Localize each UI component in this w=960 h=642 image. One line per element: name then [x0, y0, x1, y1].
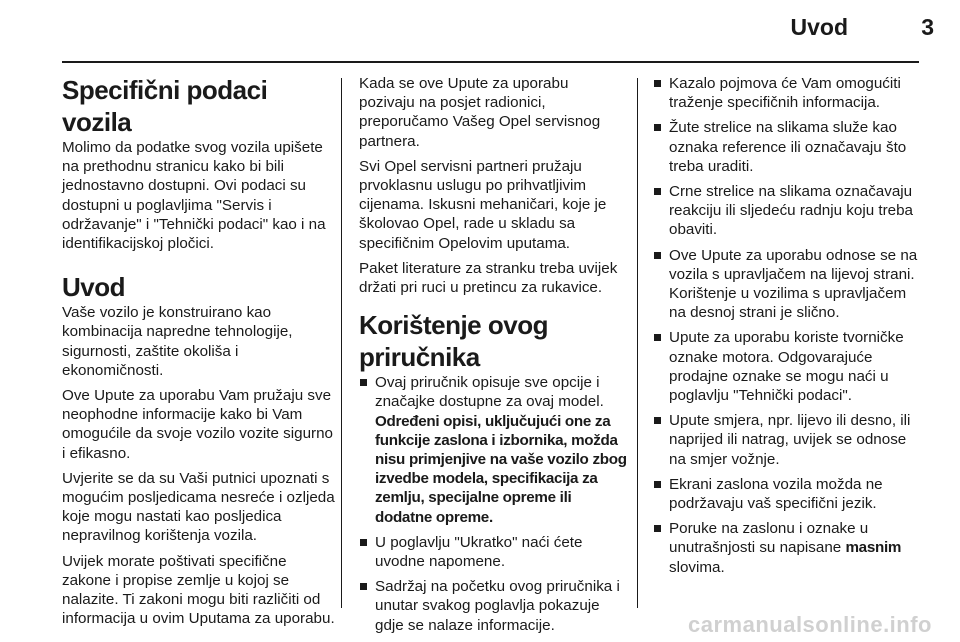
list-item: U poglavlju "Ukratko" naći ćete uvodne napomene.	[359, 533, 627, 571]
list-item-text: Ovaj priručnik opisuje sve opcije i značajke dostupne za ovaj model.	[375, 374, 604, 411]
paragraph: Molimo da podatke svog vozila upišete na prethodnu stranicu kako bi bili jednostavno dostupni. Ovi podaci su dostupni u poglavljima "Servis i održavanje" i "Tehnički podaci" kao i na identifikacijskoj pločici.	[62, 139, 326, 253]
column-2	[359, 74, 627, 641]
list-item: Ove Upute za uporabu odnose se na vozila s upravljačem na lijevoj strani. Korištenje u vozilima s upravljačem na desnoj strani je slično.	[653, 246, 921, 323]
paragraph: Vaše vozilo je konstruirano kao kombinacija napredne tehnologije, sigurnosti, zaštite okoliša i ekonomičnosti.	[62, 304, 293, 379]
column-1	[62, 74, 337, 634]
list-item: Upute smjera, npr. lijevo ili desno, ili naprijed ili natrag, uvijek se odnose na smjer vožnje.	[653, 411, 921, 469]
bullet-list	[653, 74, 921, 577]
column-divider-2	[637, 78, 638, 608]
heading-introduction: Uvod	[62, 272, 125, 303]
column-divider-1	[341, 78, 342, 608]
bullet-list	[359, 373, 627, 635]
list-item: Crne strelice na slikama označavaju reakciju ili sljedeću radnju koju treba obaviti.	[653, 182, 921, 240]
list-item-text: Poruke na zaslonu i oznake u unutrašnjosti su napisane	[669, 520, 869, 557]
list-item: Sadržaj na početku ovog priručnika i unutar svakog poglavlja pokazuje gdje se nalaze informacije.	[359, 577, 627, 635]
list-item-text: slovima.	[669, 558, 725, 576]
column-3	[653, 74, 921, 583]
list-item: Žute strelice na slikama služe kao oznaka reference ili označavaju što treba uraditi.	[653, 118, 921, 176]
list-item: Kazalo pojmova će Vam omogućiti traženje specifičnih informacija.	[653, 74, 921, 112]
paragraph: Ove Upute za uporabu Vam pružaju sve neophodne informacije kako bi Vam omogućile da svoje vozilo vozite sigurno i efikasno.	[62, 387, 333, 462]
heading-vehicle-data: Specifični podaci vozila	[62, 75, 268, 137]
watermark: carmanualsonline.info	[688, 612, 932, 637]
list-item: Ekrani zaslona vozila možda ne podržavaju vaš specifični jezik.	[653, 475, 921, 513]
paragraph: Uvijek morate poštivati specifične zakone i propise zemlje u kojoj se nalazite. Ti zakoni mogu biti različiti od informacija u ovim Uputama za uporabu.	[62, 552, 335, 628]
paragraph: Svi Opel servisni partneri pružaju prvoklasnu uslugu po prihvatljivim cijenama. Iskusni mehaničari, koje je školovao Opel, rade u skladu sa specifičnim Opelovim uputama.	[359, 157, 607, 252]
page-number: 3	[921, 14, 934, 40]
list-item-bold-text: Određeni opisi, uključujući one za funkcije zaslona i izbornika, možda nisu primjenjive na vaše vozilo zbog izvedbe modela, specifikacija za zemlju, specijalne opreme ili dodatne opreme.	[375, 412, 627, 526]
heading-using-manual: Korištenje ovog priručnika	[359, 310, 548, 373]
header-title: Uvod	[790, 14, 848, 40]
header-rule	[62, 61, 919, 63]
paragraph: Uvjerite se da su Vaši putnici upoznati s mogućim posljedicama nesreće i ozljeda koje mogu nastati kao posljedica nepravilnog korištenja vozila.	[62, 469, 335, 545]
list-item: Upute za uporabu koriste tvorničke oznake motora. Odgovarajuće prodajne oznake se mogu naći u poglavlju "Tehnički podaci".	[653, 328, 921, 405]
paragraph: Paket literature za stranku treba uvijek držati pri ruci u pretincu za rukavice.	[359, 259, 618, 297]
list-item	[653, 519, 921, 577]
list-item	[359, 373, 627, 527]
paragraph: Kada se ove Upute za uporabu pozivaju na posjet radionici, preporučamo Vašeg Opel servisnog partnera.	[359, 75, 601, 150]
list-item-bold-text: masnim	[845, 539, 902, 557]
